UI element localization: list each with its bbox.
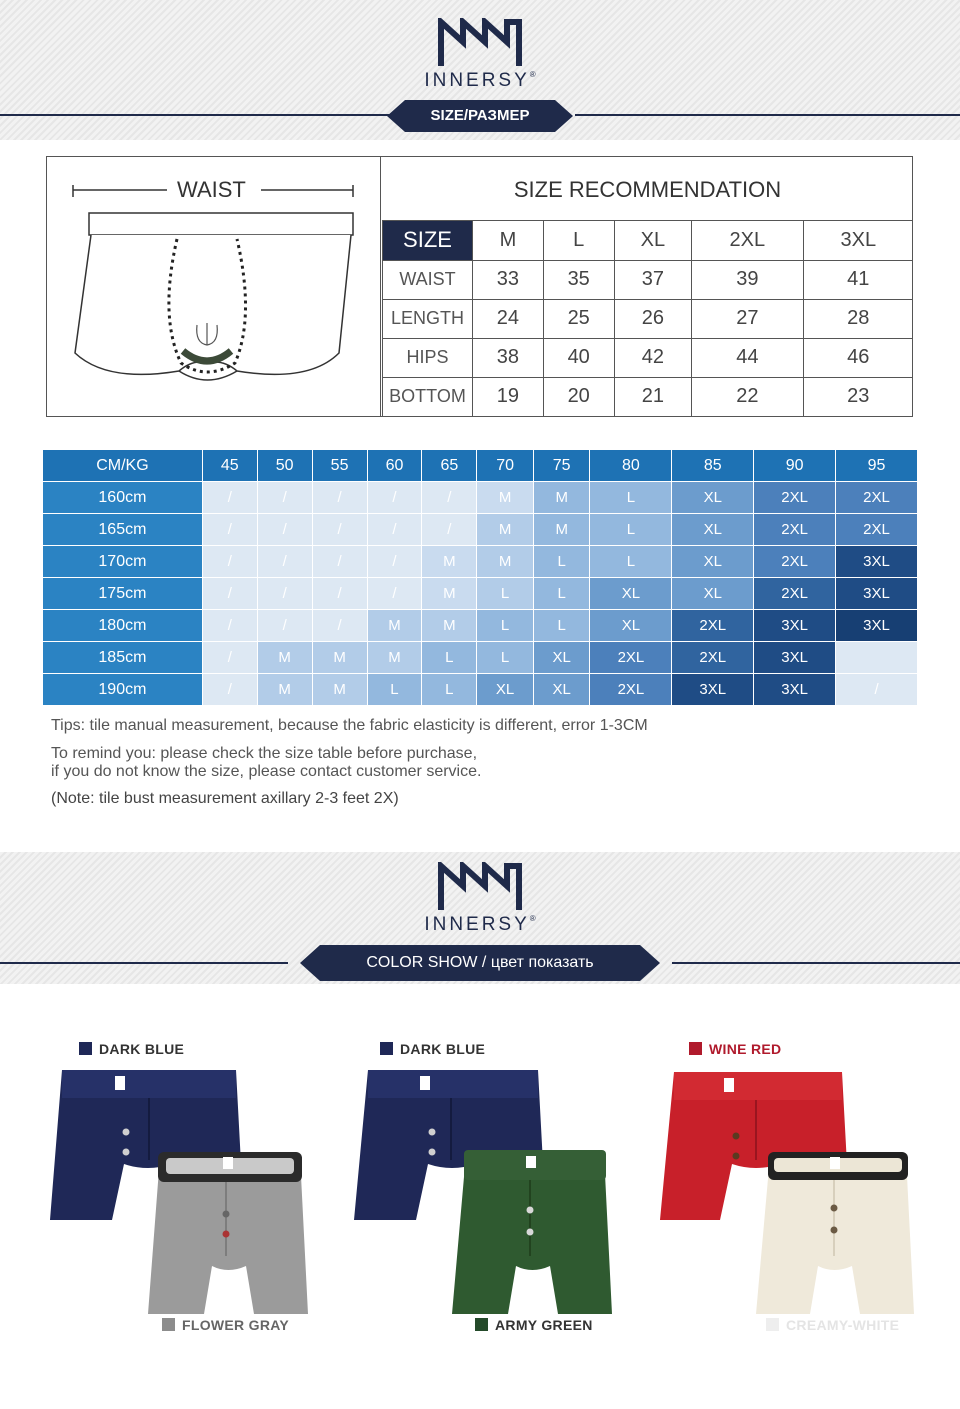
waist-label: WAIST xyxy=(177,177,246,202)
weight-header: 90 xyxy=(754,450,835,481)
height-label: 180cm xyxy=(43,610,202,641)
height-weight-grid xyxy=(42,449,918,706)
table-row xyxy=(383,299,914,338)
grid-cell: / xyxy=(203,546,257,577)
grid-cell: / xyxy=(422,482,476,513)
army-green-boxer xyxy=(452,1150,612,1314)
brand-logo xyxy=(405,18,555,92)
size-banner xyxy=(0,0,960,140)
grid-cell: M xyxy=(422,610,476,641)
color-banner xyxy=(0,852,960,984)
weight-header: 55 xyxy=(313,450,367,481)
grid-cell: / xyxy=(203,514,257,545)
grid-cell: L xyxy=(534,610,590,641)
color-square xyxy=(689,1042,702,1055)
grid-cell: / xyxy=(313,610,367,641)
height-label: 160cm xyxy=(43,482,202,513)
grid-cell: 2XL xyxy=(590,642,671,673)
grid-cell: M xyxy=(313,674,367,705)
table-cell: 28 xyxy=(803,299,913,338)
swatch-label: CREAMY-WHITE xyxy=(766,1317,899,1333)
table-row xyxy=(383,338,914,377)
tip-contact: if you do not know the size, please contact customer service. xyxy=(51,763,482,780)
table-cell: 44 xyxy=(692,338,803,377)
divider-right xyxy=(672,962,960,964)
tip-note: (Note: tile bust measurement axillary 2-3 feet 2X) xyxy=(51,790,399,807)
table-cell: 24 xyxy=(473,299,544,338)
grid-cell: / xyxy=(258,514,312,545)
height-label: 175cm xyxy=(43,578,202,609)
weight-header: 65 xyxy=(422,450,476,481)
grid-cell: M xyxy=(534,482,590,513)
color-square xyxy=(79,1042,92,1055)
height-label: 170cm xyxy=(43,546,202,577)
grid-cell: L xyxy=(590,482,671,513)
grid-cell: XL xyxy=(477,674,533,705)
grid-header-row xyxy=(43,450,917,481)
grid-cell: L xyxy=(368,674,422,705)
grid-cell: XL xyxy=(590,578,671,609)
grid-cell: L xyxy=(534,578,590,609)
size-col: 3XL xyxy=(803,221,913,260)
table-cell: 25 xyxy=(543,299,614,338)
color-show-ribbon: COLOR SHOW / цвет показать xyxy=(320,945,640,981)
grid-cell: 3XL xyxy=(754,610,835,641)
table-cell: 37 xyxy=(614,260,692,299)
color-square xyxy=(380,1042,393,1055)
grid-cell: M xyxy=(368,610,422,641)
grid-cell: M xyxy=(313,642,367,673)
table-cell: 33 xyxy=(473,260,544,299)
grid-cell: / xyxy=(368,514,422,545)
table-cell: 40 xyxy=(543,338,614,377)
divider-left xyxy=(0,962,288,964)
grid-cell: 3XL xyxy=(836,610,917,641)
size-col: M xyxy=(473,221,544,260)
weight-header: 45 xyxy=(203,450,257,481)
swatch-label: DARK BLUE xyxy=(380,1041,485,1057)
grid-cell: / xyxy=(422,514,476,545)
grid-cell: 3XL xyxy=(672,674,753,705)
grid-row xyxy=(43,610,917,641)
grid-cell: / xyxy=(203,674,257,705)
size-header-row xyxy=(383,221,914,260)
grid-cell: L xyxy=(477,610,533,641)
grid-cell: M xyxy=(477,482,533,513)
grid-cell: 2XL xyxy=(754,546,835,577)
weight-header: 75 xyxy=(534,450,590,481)
grid-cell: / xyxy=(258,546,312,577)
grid-cell: / xyxy=(203,642,257,673)
grid-cell: M xyxy=(258,642,312,673)
grid-row xyxy=(43,642,917,673)
grid-cell: M xyxy=(534,514,590,545)
tip-measurement: Tips: tile manual measurement, because the fabric elasticity is different, error 1-3CM xyxy=(51,717,648,734)
size-table xyxy=(382,221,913,416)
grid-cell: / xyxy=(313,482,367,513)
grid-cell: 2XL xyxy=(672,610,753,641)
table-cell: 20 xyxy=(543,377,614,416)
grid-cell: / xyxy=(313,546,367,577)
size-col: 2XL xyxy=(692,221,803,260)
grid-cell: / xyxy=(258,482,312,513)
table-cell: 22 xyxy=(692,377,803,416)
grid-cell xyxy=(836,642,917,673)
table-cell: 41 xyxy=(803,260,913,299)
row-label: BOTTOM xyxy=(383,377,473,416)
size-recommendation-title: SIZE RECOMMENDATION xyxy=(382,157,913,221)
grid-cell: M xyxy=(368,642,422,673)
grid-cell: M xyxy=(477,514,533,545)
grid-row xyxy=(43,674,917,705)
grid-cell: / xyxy=(836,674,917,705)
table-cell: 27 xyxy=(692,299,803,338)
table-cell: 42 xyxy=(614,338,692,377)
flower-gray-boxer xyxy=(148,1152,308,1314)
grid-cell: 2XL xyxy=(754,514,835,545)
grid-row xyxy=(43,514,917,545)
swatch-label: WINE RED xyxy=(689,1041,781,1057)
grid-cell: / xyxy=(203,610,257,641)
row-label: LENGTH xyxy=(383,299,473,338)
table-cell: 39 xyxy=(692,260,803,299)
product-photos xyxy=(0,1060,960,1320)
height-label: 185cm xyxy=(43,642,202,673)
grid-cell: L xyxy=(422,674,476,705)
brand-name: INNERSY® xyxy=(424,914,536,935)
grid-cell: 2XL xyxy=(754,578,835,609)
grid-cell: / xyxy=(258,610,312,641)
height-label: 165cm xyxy=(43,514,202,545)
grid-cell: 2XL xyxy=(672,642,753,673)
creamy-white-boxer xyxy=(756,1152,914,1314)
grid-cell: 3XL xyxy=(836,578,917,609)
grid-cell: / xyxy=(368,546,422,577)
grid-cell: XL xyxy=(534,674,590,705)
swatch-label: ARMY GREEN xyxy=(475,1317,593,1333)
weight-header: 60 xyxy=(368,450,422,481)
grid-cell: 3XL xyxy=(754,674,835,705)
grid-cell: M xyxy=(477,546,533,577)
table-cell: 21 xyxy=(614,377,692,416)
grid-cell: 2XL xyxy=(590,674,671,705)
table-row xyxy=(383,377,914,416)
grid-cell: / xyxy=(203,482,257,513)
grid-cell: / xyxy=(313,578,367,609)
table-row xyxy=(383,260,914,299)
grid-corner: CM/KG xyxy=(43,450,202,481)
grid-cell: XL xyxy=(534,642,590,673)
tip-remind: To remind you: please check the size table before purchase, xyxy=(51,745,478,762)
weight-header: 70 xyxy=(477,450,533,481)
grid-cell: XL xyxy=(590,610,671,641)
grid-cell: L xyxy=(590,514,671,545)
divider-left xyxy=(0,114,390,116)
table-cell: 35 xyxy=(543,260,614,299)
brand-logo xyxy=(405,862,555,936)
grid-cell: / xyxy=(258,578,312,609)
grid-cell: / xyxy=(203,578,257,609)
grid-cell: XL xyxy=(672,578,753,609)
grid-row xyxy=(43,578,917,609)
grid-cell: 2XL xyxy=(836,514,917,545)
grid-cell: 2XL xyxy=(754,482,835,513)
grid-cell: XL xyxy=(672,482,753,513)
grid-cell: L xyxy=(534,546,590,577)
table-cell: 46 xyxy=(803,338,913,377)
grid-cell: / xyxy=(368,578,422,609)
weight-header: 80 xyxy=(590,450,671,481)
weight-header: 50 xyxy=(258,450,312,481)
height-label: 190cm xyxy=(43,674,202,705)
brand-mark-icon xyxy=(437,862,523,912)
table-cell: 19 xyxy=(473,377,544,416)
grid-cell: M xyxy=(422,546,476,577)
grid-row xyxy=(43,482,917,513)
swatch-label: FLOWER GRAY xyxy=(162,1317,289,1333)
size-col: XL xyxy=(614,221,692,260)
table-cell: 38 xyxy=(473,338,544,377)
grid-cell: XL xyxy=(672,514,753,545)
grid-cell: L xyxy=(590,546,671,577)
underwear-diagram xyxy=(47,157,381,416)
grid-row xyxy=(43,546,917,577)
size-recommendation-box xyxy=(46,156,913,417)
grid-cell: M xyxy=(422,578,476,609)
row-label: HIPS xyxy=(383,338,473,377)
grid-cell: L xyxy=(477,642,533,673)
grid-cell: M xyxy=(258,674,312,705)
row-label: WAIST xyxy=(383,260,473,299)
grid-cell: 3XL xyxy=(836,546,917,577)
swatch-label: DARK BLUE xyxy=(79,1041,184,1057)
grid-cell: L xyxy=(422,642,476,673)
size-header-label: SIZE xyxy=(383,221,473,260)
grid-cell: 3XL xyxy=(754,642,835,673)
table-cell: 23 xyxy=(803,377,913,416)
table-cell: 26 xyxy=(614,299,692,338)
size-col: L xyxy=(543,221,614,260)
brand-name: INNERSY® xyxy=(424,70,536,91)
grid-cell: XL xyxy=(672,546,753,577)
size-ribbon: SIZE/РАЗМЕР xyxy=(405,100,555,132)
divider-right xyxy=(575,114,960,116)
grid-cell: / xyxy=(313,514,367,545)
brand-mark-icon xyxy=(437,18,523,68)
grid-cell: L xyxy=(477,578,533,609)
weight-header: 95 xyxy=(836,450,917,481)
grid-cell: / xyxy=(368,482,422,513)
grid-cell: 2XL xyxy=(836,482,917,513)
weight-header: 85 xyxy=(672,450,753,481)
